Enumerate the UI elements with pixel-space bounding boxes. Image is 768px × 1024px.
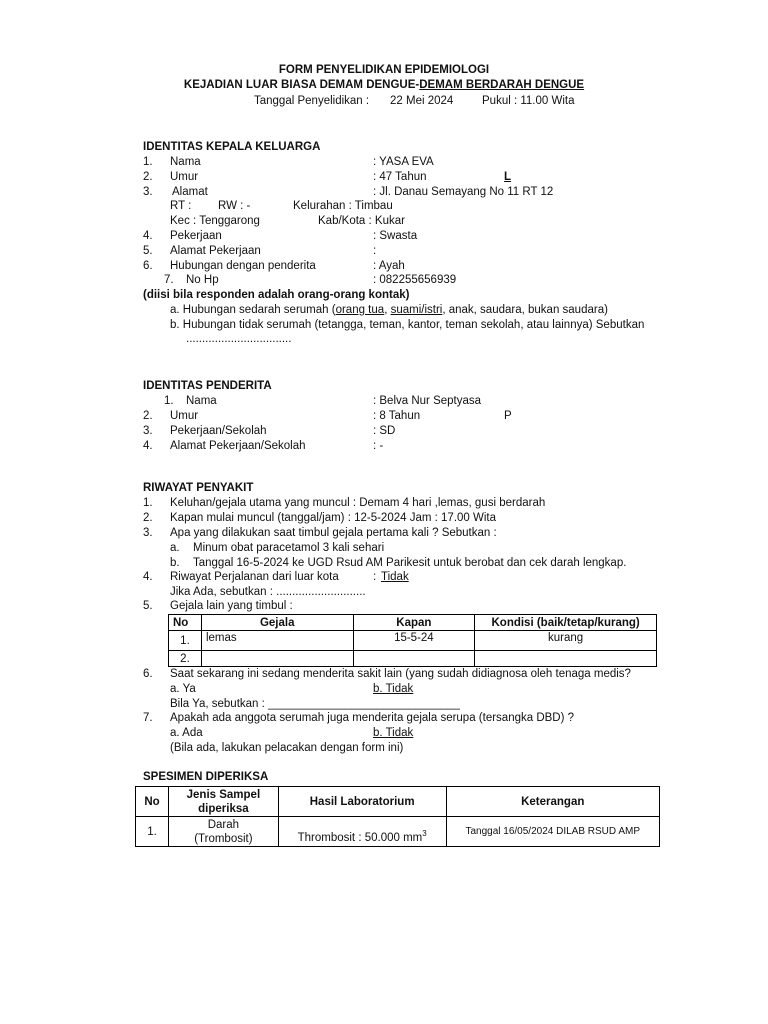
table-cell: 2.: [169, 651, 202, 667]
kelurahan-label: Kelurahan : Timbau: [293, 200, 393, 212]
table-cell: 1.: [169, 631, 202, 651]
sample-type-line: Darah: [207, 818, 240, 831]
field-label: Pekerjaan/Sekolah: [170, 425, 267, 437]
item-number: 3.: [143, 425, 153, 437]
item-number: 1.: [164, 395, 174, 407]
field-label: Nama: [186, 395, 217, 407]
field-label: Umur: [170, 410, 199, 422]
question-subtext: (Bila ada, lakukan pelacakan dengan form ini): [170, 742, 404, 754]
field-value: : Swasta: [373, 230, 418, 242]
option-a-sep: ,: [384, 304, 391, 316]
section-title-kepala-keluarga: IDENTITAS KEPALA KELUARGA: [143, 141, 321, 153]
field-value: : Ayah: [373, 260, 405, 272]
sample-type-line: (Trombosit): [194, 832, 253, 845]
option-a-suffix: , anak, saudara, bukan saudara): [442, 304, 608, 316]
investigation-time: Pukul : 11.00 Wita: [482, 95, 575, 107]
sub-item-text: Tanggal 16-5-2024 ke UGD Rsud AM Parikesit untuk berobat dan cek darah lengkap.: [193, 557, 627, 569]
answer-value: Tidak: [381, 571, 409, 583]
table-cell: 15-5-24: [353, 631, 475, 651]
sex-marker: P: [504, 410, 512, 422]
table-cell: 1.: [136, 817, 169, 847]
item-number: 2.: [143, 512, 153, 524]
field-value: : SD: [373, 425, 396, 437]
subtitle-part1: KEJADIAN LUAR BIASA DEMAM DENGUE-: [183, 79, 420, 91]
table-row: [169, 651, 657, 667]
field-label: Alamat Pekerjaan/Sekolah: [170, 440, 306, 452]
item-number: 6.: [143, 668, 153, 680]
field-label: Alamat: [172, 186, 208, 198]
item-number: 7.: [164, 274, 174, 286]
section-title-penderita: IDENTITAS PENDERITA: [143, 380, 272, 392]
kecamatan-label: Kec : Tenggarong: [170, 215, 260, 227]
table-header-row: [136, 787, 660, 817]
field-value: : YASA EVA: [373, 156, 434, 168]
lab-result: Thrombosit : 50.000 mm: [297, 832, 423, 844]
sex-marker: L: [504, 171, 512, 183]
field-label: Nama: [170, 156, 201, 168]
column-header-line: diperiksa: [198, 802, 249, 815]
option-a-spouse: suami/istri: [390, 304, 443, 316]
table-row: [136, 817, 660, 847]
field-label: Alamat Pekerjaan: [170, 245, 261, 257]
section-title-riwayat: RIWAYAT PENYAKIT: [143, 482, 254, 494]
question-subtext: Bila Ya, sebutkan : ______________________________: [170, 698, 460, 710]
table-cell: [475, 651, 657, 667]
answer-option: a. Ada: [170, 727, 203, 739]
question-text: Kapan mulai muncul (tanggal/jam) : 12-5-2024 Jam : 17.00 Wita: [170, 512, 496, 524]
item-number: 7.: [143, 712, 153, 724]
specimen-table: [135, 786, 660, 847]
column-header: No: [169, 615, 202, 631]
item-number: 1.: [143, 497, 153, 509]
column-header: Kondisi (baik/tetap/kurang): [475, 615, 657, 631]
form-subtitle: [0, 78, 768, 92]
field-value: : -: [373, 440, 384, 452]
question-text: Saat sekarang ini sedang menderita sakit lain (yang sudah didiagnosa oleh tenaga medis?: [170, 668, 631, 680]
sub-item-text: Minum obat paracetamol 3 kali sehari: [193, 542, 385, 554]
table-header-row: [169, 615, 657, 631]
form-title: FORM PENYELIDIKAN EPIDEMIOLOGI: [278, 64, 490, 76]
field-value: :: [373, 245, 377, 257]
question-text: Keluhan/gejala utama yang muncul : Demam 4 hari ,lemas, gusi berdarah: [170, 497, 546, 509]
field-label: Umur: [170, 171, 199, 183]
field-label: Pekerjaan: [170, 230, 222, 242]
answer-option-selected: b. Tidak: [373, 727, 414, 739]
question-text: Riwayat Perjalanan dari luar kota: [170, 571, 339, 583]
option-a-parent: orang tua: [335, 304, 385, 316]
table-cell: [353, 651, 475, 667]
field-value: : 8 Tahun: [373, 410, 421, 422]
field-value: : 082255656939: [373, 274, 457, 286]
kabupaten-label: Kab/Kota : Kukar: [318, 215, 405, 227]
investigation-date-value: 22 Mei 2024: [390, 95, 454, 107]
option-b-dots: .................................: [186, 333, 292, 345]
question-text: Gejala lain yang timbul :: [170, 600, 293, 612]
field-value: : Belva Nur Septyasa: [373, 395, 482, 407]
lab-result-unit-exp: 3: [422, 829, 427, 839]
column-header: Kapan: [353, 615, 475, 631]
table-row: [169, 631, 657, 651]
item-number: 4.: [143, 230, 153, 242]
respondent-note: (diisi bila responden adalah orang-orang kontak): [143, 289, 410, 301]
section-title-spesimen: SPESIMEN DIPERIKSA: [143, 771, 269, 783]
sub-item-letter: a.: [170, 542, 180, 554]
question-text: Apakah ada anggota serumah juga menderita gejala serupa (tersangka DBD) ?: [170, 712, 575, 724]
item-number: 4.: [143, 571, 153, 583]
rt-label: RT :: [170, 200, 192, 212]
item-number: 4.: [143, 440, 153, 452]
subtitle-part2: DEMAM BERDARAH DENGUE: [419, 79, 585, 91]
table-cell: Tanggal 16/05/2024 DILAB RSUD AMP: [446, 817, 660, 847]
column-header: Hasil Laboratorium: [278, 787, 446, 817]
column-header: No: [136, 787, 169, 817]
answer-colon: :: [373, 571, 377, 583]
item-number: 3.: [143, 186, 153, 198]
item-number: 3.: [143, 527, 153, 539]
rw-label: RW : -: [218, 200, 251, 212]
column-header: Gejala: [201, 615, 353, 631]
option-b: b. Hubungan tidak serumah (tetangga, teman, kantor, teman sekolah, atau lainnya) Sebutkan: [170, 319, 645, 331]
answer-option: a. Ya: [170, 683, 196, 695]
table-cell: kurang: [475, 631, 657, 651]
column-header: Keterangan: [446, 787, 660, 817]
item-number: 1.: [143, 156, 153, 168]
field-value: : Jl. Danau Semayang No 11 RT 12: [373, 186, 554, 198]
option-a: [170, 303, 608, 317]
column-header-line: Jenis Sampel: [186, 788, 261, 801]
item-number: 5.: [143, 600, 153, 612]
investigation-date-label: Tanggal Penyelidikan :: [254, 95, 370, 107]
option-a-prefix: a. Hubungan sedarah serumah (: [170, 304, 336, 316]
item-number: 2.: [143, 171, 153, 183]
field-value: : 47 Tahun: [373, 171, 427, 183]
field-label: Hubungan dengan penderita: [170, 260, 316, 272]
item-number: 5.: [143, 245, 153, 257]
question-text: Apa yang dilakukan saat timbul gejala pertama kali ? Sebutkan :: [170, 527, 497, 539]
column-header: [168, 787, 278, 817]
question-subtext: Jika Ada, sebutkan : ............................: [170, 586, 366, 598]
answer-option-selected: b. Tidak: [373, 683, 414, 695]
symptom-table: [168, 614, 657, 667]
item-number: 2.: [143, 410, 153, 422]
table-cell: lemas: [201, 631, 353, 651]
table-cell: [201, 651, 353, 667]
table-cell: [278, 817, 446, 847]
sub-item-letter: b.: [170, 557, 180, 569]
item-number: 6.: [143, 260, 153, 272]
table-cell: [168, 817, 278, 847]
field-label: No Hp: [186, 274, 219, 286]
